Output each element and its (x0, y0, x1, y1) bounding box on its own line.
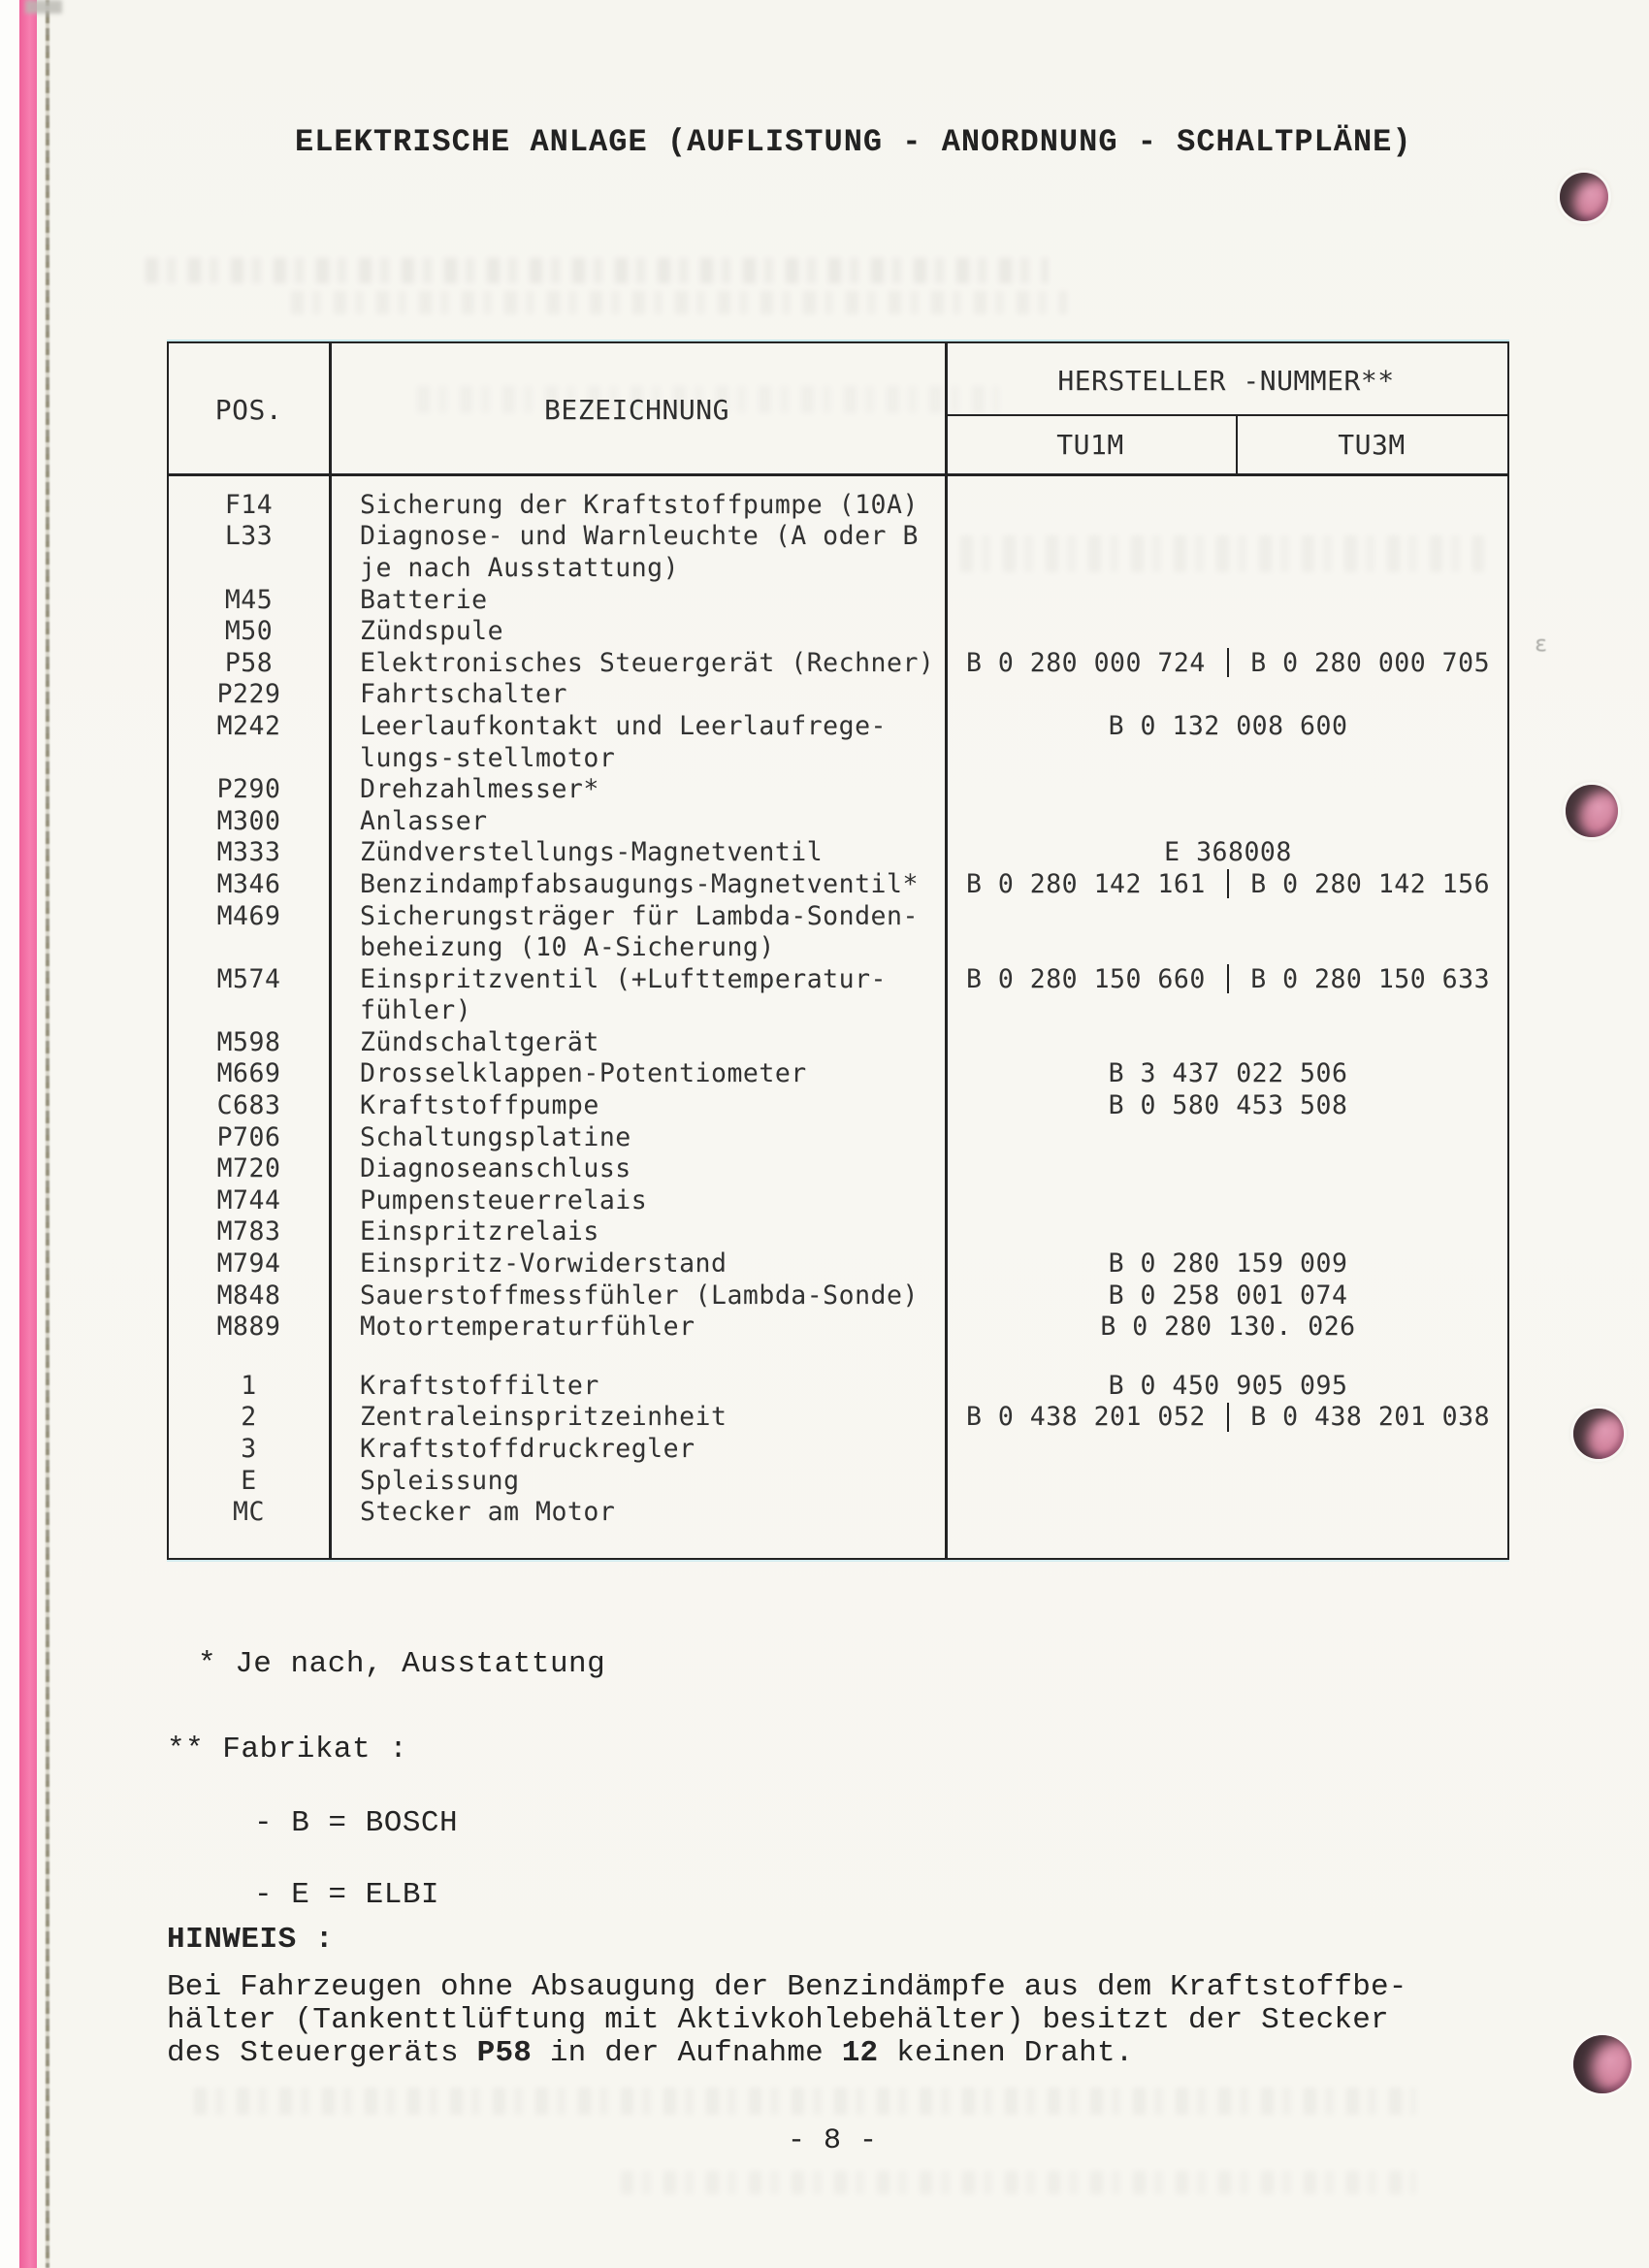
table-row (169, 552, 1507, 584)
row-description: Schaltungsplatine (360, 1121, 631, 1152)
table-row (169, 1402, 1507, 1434)
row-pos: M50 (224, 616, 274, 647)
hinweis-line2: hälter (Tankenttlüftung mit Aktivkohlebehälter) besitzt der Stecker (167, 2003, 1389, 2037)
binding-stripe (19, 0, 37, 2268)
row-pos: P229 (216, 679, 281, 710)
column-header-bezeichnung: BEZEICHNUNG (544, 394, 729, 426)
row-pos: M744 (216, 1184, 281, 1215)
row-description: Drehzahlmesser* (360, 774, 599, 805)
row-description: Einspritzrelais (360, 1216, 599, 1247)
row-description: Pumpensteuerrelais (360, 1184, 648, 1215)
row-number-tu3m: B 0 280 000 705 (1250, 647, 1491, 678)
row-number (945, 869, 1511, 899)
table-row (169, 1184, 1507, 1216)
footnote-fabrikat: ** Fabrikat : (167, 1733, 408, 1766)
row-number-shared: B 0 280 130. 026 (1100, 1312, 1356, 1343)
row-pos: C683 (216, 1090, 281, 1121)
column-header-tu3m: TU3M (1338, 429, 1406, 461)
row-number-tu3m: B 0 280 150 633 (1250, 963, 1491, 994)
row-number-tu1m: B 0 280 150 660 (965, 963, 1206, 994)
table-row (169, 710, 1507, 742)
bleed-through-band (291, 291, 1067, 314)
row-description: Sauerstoffmessfühler (Lambda-Sonde) (360, 1280, 919, 1311)
bleed-through-band (621, 2171, 1416, 2194)
row-number-shared: B 0 280 159 009 (1108, 1248, 1348, 1280)
parts-table (167, 341, 1509, 1560)
scan-smudge (25, 0, 62, 14)
row-description: Batterie (360, 584, 488, 615)
table-row (169, 931, 1507, 963)
table-row (169, 1121, 1507, 1153)
column-header-hersteller-nummer: HERSTELLER -NUMMER** (1057, 365, 1395, 397)
footnote-elbi: - E = ELBI (254, 1878, 440, 1912)
footnote-ausstattung: * Je nach, Ausstattung (198, 1647, 606, 1681)
row-description: Anlasser (360, 805, 488, 836)
table-row (169, 615, 1507, 647)
row-pos: 1 (241, 1370, 257, 1401)
row-number-shared: B 3 437 022 506 (1108, 1058, 1348, 1089)
left-margin-strip (0, 0, 19, 2268)
row-pos: M346 (216, 868, 281, 899)
hinweis-line1: Bei Fahrzeugen ohne Absaugung der Benzindämpfe aus dem Kraftstoffbe- (167, 1970, 1407, 2004)
row-pos: M45 (224, 584, 274, 615)
row-number-tu1m: B 0 280 000 724 (965, 647, 1206, 678)
row-number (945, 711, 1511, 741)
table-row (169, 1247, 1507, 1280)
row-description: Einspritzventil (+Lufttemperatur- (360, 963, 887, 994)
row-number (945, 1371, 1511, 1401)
row-number (945, 648, 1511, 678)
row-number (945, 1248, 1511, 1279)
column-header-pos: POS. (214, 394, 283, 426)
row-pos: 3 (241, 1434, 257, 1465)
table-row (169, 1496, 1507, 1528)
punch-hole (1566, 785, 1618, 837)
row-pos: MC (233, 1497, 265, 1528)
row-description: Einspritz-Vorwiderstand (360, 1248, 728, 1280)
row-pos: P290 (216, 774, 281, 805)
row-pos: M889 (216, 1312, 281, 1343)
table-row (169, 679, 1507, 711)
row-description: Fahrtschalter (360, 679, 567, 710)
row-description: Benzindampfabsaugungs-Magnetventil* (360, 868, 919, 899)
table-row (169, 584, 1507, 616)
row-pos: E (241, 1465, 257, 1496)
row-number-shared: B 0 450 905 095 (1108, 1370, 1348, 1401)
punch-hole (1573, 2035, 1632, 2093)
row-number (945, 1402, 1511, 1432)
row-description: beheizung (10 A-Sicherung) (360, 932, 775, 963)
row-number (945, 1280, 1511, 1311)
row-pos: F14 (224, 489, 274, 520)
row-description: Diagnoseanschluss (360, 1153, 631, 1184)
table-body (169, 489, 1507, 1528)
table-row (169, 1465, 1507, 1497)
row-pos: M669 (216, 1058, 281, 1089)
table-header-bottom-line (169, 473, 1507, 476)
row-pos: M300 (216, 805, 281, 836)
table-row (169, 995, 1507, 1027)
table-row (169, 742, 1507, 774)
table-row (169, 1280, 1507, 1312)
row-description: Sicherungsträger für Lambda-Sonden- (360, 900, 919, 931)
table-row (169, 1152, 1507, 1184)
row-description: Spleissung (360, 1465, 520, 1496)
row-description: Zündverstellungs-Magnetventil (360, 837, 824, 868)
row-description: Elektronisches Steuergerät (Rechner) (360, 647, 935, 678)
table-row (169, 489, 1507, 521)
row-number-shared: B 0 580 453 508 (1108, 1090, 1348, 1121)
row-pos: M333 (216, 837, 281, 868)
bleed-through-band (194, 2088, 1416, 2115)
table-row (169, 1433, 1507, 1465)
row-description: fühler) (360, 995, 472, 1026)
row-pos: M720 (216, 1153, 281, 1184)
scan-mark: ε (1535, 632, 1548, 657)
row-number-tu1m: B 0 280 142 161 (965, 868, 1206, 899)
table-header-divider (945, 414, 1507, 416)
row-pos: M848 (216, 1280, 281, 1311)
row-number-shared: E 368008 (1164, 837, 1292, 868)
row-number-shared: B 0 258 001 074 (1108, 1280, 1348, 1311)
row-pos: M783 (216, 1216, 281, 1247)
row-description: lungs-stellmotor (360, 742, 616, 773)
table-row (169, 521, 1507, 553)
footnote-bosch: - B = BOSCH (254, 1806, 459, 1840)
bleed-through-band (146, 258, 1048, 283)
row-pos: L33 (224, 521, 274, 552)
table-row (169, 1343, 1507, 1370)
row-pos: P706 (216, 1121, 281, 1152)
table-row (169, 900, 1507, 932)
row-number (945, 1312, 1511, 1342)
row-number (945, 1058, 1511, 1088)
row-description: Motortemperaturfühler (360, 1312, 695, 1343)
row-description: Kraftstoffilter (360, 1370, 599, 1401)
row-description: Kraftstoffdruckregler (360, 1434, 695, 1465)
hinweis-line3: des Steuergeräts P58 in der Aufnahme 12 keinen Draht. (167, 2036, 1134, 2070)
row-description: Zentraleinspritzeinheit (360, 1402, 728, 1433)
row-description: je nach Ausstattung) (360, 552, 680, 583)
row-number (945, 964, 1511, 994)
table-row (169, 1216, 1507, 1248)
table-row (169, 1311, 1507, 1343)
row-description: Zündspule (360, 616, 504, 647)
row-pos: M574 (216, 963, 281, 994)
table-row (169, 1026, 1507, 1058)
table-row (169, 773, 1507, 805)
page-number: - 8 - (788, 2124, 878, 2157)
row-description: Kraftstoffpumpe (360, 1090, 599, 1121)
table-row (169, 1058, 1507, 1090)
row-pos: M469 (216, 900, 281, 931)
row-number-tu1m: B 0 438 201 052 (965, 1402, 1206, 1433)
row-description: Diagnose- und Warnleuchte (A oder B (360, 521, 919, 552)
table-row (169, 837, 1507, 869)
row-description: Stecker am Motor (360, 1497, 616, 1528)
row-number (945, 837, 1511, 867)
row-number-shared: B 0 132 008 600 (1108, 710, 1348, 741)
row-number-tu3m: B 0 438 201 038 (1250, 1402, 1491, 1433)
table-row (169, 805, 1507, 837)
row-number-tu3m: B 0 280 142 156 (1250, 868, 1491, 899)
table-row (169, 963, 1507, 995)
row-description: Sicherung der Kraftstoffpumpe (10A) (360, 489, 919, 520)
table-row (169, 647, 1507, 679)
page-title: ELEKTRISCHE ANLAGE (AUFLISTUNG - ANORDNUNG - SCHALTPLÄNE) (295, 124, 1412, 160)
row-description: Drosselklappen-Potentiometer (360, 1058, 807, 1089)
punch-hole (1573, 1409, 1624, 1459)
table-row (169, 1370, 1507, 1402)
hinweis-heading: HINWEIS : (167, 1923, 334, 1957)
punch-hole (1560, 173, 1608, 221)
row-pos: M242 (216, 710, 281, 741)
row-description: Zündschaltgerät (360, 1026, 599, 1057)
row-pos: P58 (224, 647, 274, 678)
row-pos: M598 (216, 1026, 281, 1057)
row-number (945, 1090, 1511, 1120)
column-header-tu1m: TU1M (1056, 429, 1124, 461)
hinweis-paragraph (167, 1971, 1544, 2070)
row-pos: 2 (241, 1402, 257, 1433)
table-row (169, 1089, 1507, 1121)
row-description: Leerlaufkontakt und Leerlaufrege- (360, 710, 887, 741)
row-pos: M794 (216, 1248, 281, 1280)
scan-edge-line (46, 0, 49, 2268)
table-row (169, 868, 1507, 900)
